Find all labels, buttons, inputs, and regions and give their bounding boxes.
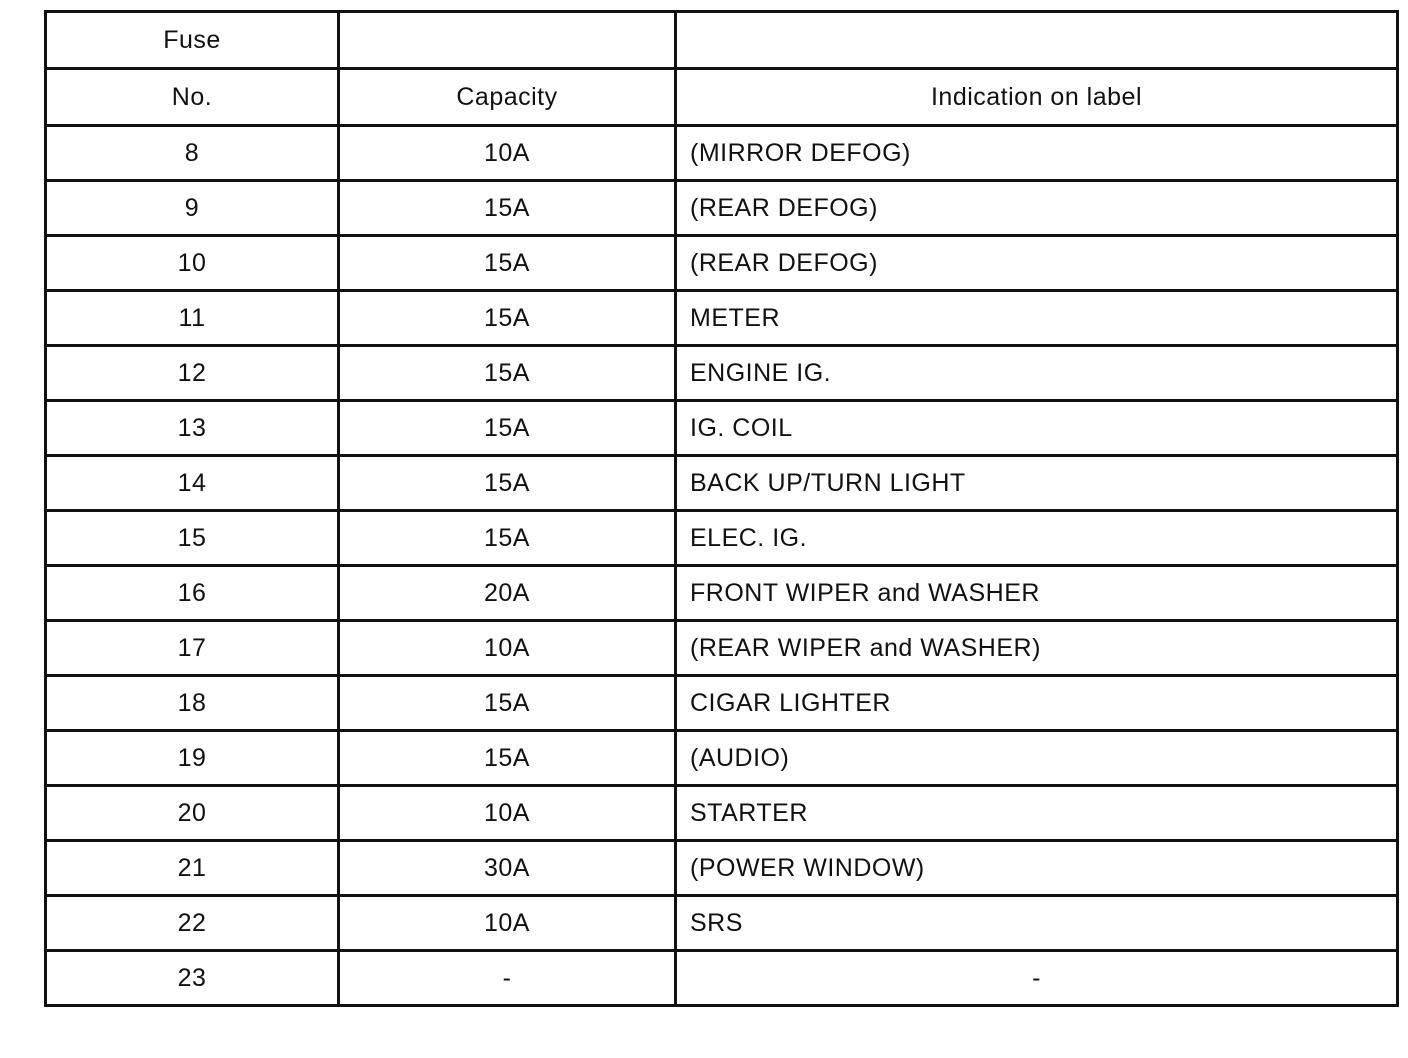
table-row (46, 456, 1398, 511)
fuse-number-cell: 14 (46, 456, 339, 511)
capacity-cell: 10A (339, 621, 676, 676)
indication-cell: (MIRROR DEFOG) (676, 126, 1398, 181)
indication-cell: (REAR WIPER and WASHER) (676, 621, 1398, 676)
table-row (46, 346, 1398, 401)
table-row (46, 676, 1398, 731)
indication-cell: ENGINE IG. (676, 346, 1398, 401)
fuse-number-cell: 8 (46, 126, 339, 181)
fuse-number-cell: 16 (46, 566, 339, 621)
fuse-number-cell: 20 (46, 786, 339, 841)
capacity-cell: 15A (339, 181, 676, 236)
capacity-cell: 10A (339, 896, 676, 951)
table-row (46, 511, 1398, 566)
capacity-cell: 15A (339, 676, 676, 731)
indication-cell: (REAR DEFOG) (676, 181, 1398, 236)
fuse-number-cell: 22 (46, 896, 339, 951)
capacity-cell: 15A (339, 236, 676, 291)
fuse-number-cell: 21 (46, 841, 339, 896)
table-row (46, 841, 1398, 896)
capacity-cell: 15A (339, 731, 676, 786)
fuse-number-cell: 11 (46, 291, 339, 346)
fuse-number-cell: 15 (46, 511, 339, 566)
fuse-number-cell: 12 (46, 346, 339, 401)
header-no: No. (46, 69, 339, 126)
indication-cell: (AUDIO) (676, 731, 1398, 786)
fuse-table-body (46, 12, 1398, 1006)
fuse-number-cell: 19 (46, 731, 339, 786)
fuse-number-cell: 10 (46, 236, 339, 291)
capacity-cell: 15A (339, 511, 676, 566)
fuse-number-cell: 13 (46, 401, 339, 456)
capacity-cell: 15A (339, 456, 676, 511)
capacity-cell: 15A (339, 346, 676, 401)
indication-cell: SRS (676, 896, 1398, 951)
table-row (46, 566, 1398, 621)
header-capacity: Capacity (339, 69, 676, 126)
header-fuse: Fuse (46, 12, 339, 69)
fuse-number-cell: 9 (46, 181, 339, 236)
table-row (46, 786, 1398, 841)
capacity-cell: - (339, 951, 676, 1006)
table-row (46, 731, 1398, 786)
indication-cell: METER (676, 291, 1398, 346)
capacity-cell: 10A (339, 126, 676, 181)
indication-cell: (POWER WINDOW) (676, 841, 1398, 896)
indication-cell: ELEC. IG. (676, 511, 1398, 566)
indication-cell: CIGAR LIGHTER (676, 676, 1398, 731)
table-row (46, 951, 1398, 1006)
capacity-cell: 20A (339, 566, 676, 621)
table-row (46, 401, 1398, 456)
table-row (46, 181, 1398, 236)
header-blank-indication (676, 12, 1398, 69)
header-blank-capacity (339, 12, 676, 69)
indication-cell: FRONT WIPER and WASHER (676, 566, 1398, 621)
indication-cell: STARTER (676, 786, 1398, 841)
table-row (46, 621, 1398, 676)
header-indication: Indication on label (676, 69, 1398, 126)
table-row (46, 126, 1398, 181)
header-row-top (46, 12, 1398, 69)
table-row (46, 236, 1398, 291)
table-row (46, 896, 1398, 951)
capacity-cell: 15A (339, 291, 676, 346)
capacity-cell: 30A (339, 841, 676, 896)
indication-cell: (REAR DEFOG) (676, 236, 1398, 291)
fuse-table (44, 10, 1399, 1007)
fuse-number-cell: 17 (46, 621, 339, 676)
indication-cell: - (676, 951, 1398, 1006)
indication-cell: IG. COIL (676, 401, 1398, 456)
table-row (46, 291, 1398, 346)
capacity-cell: 10A (339, 786, 676, 841)
fuse-number-cell: 23 (46, 951, 339, 1006)
indication-cell: BACK UP/TURN LIGHT (676, 456, 1398, 511)
capacity-cell: 15A (339, 401, 676, 456)
header-row-bottom (46, 69, 1398, 126)
fuse-number-cell: 18 (46, 676, 339, 731)
